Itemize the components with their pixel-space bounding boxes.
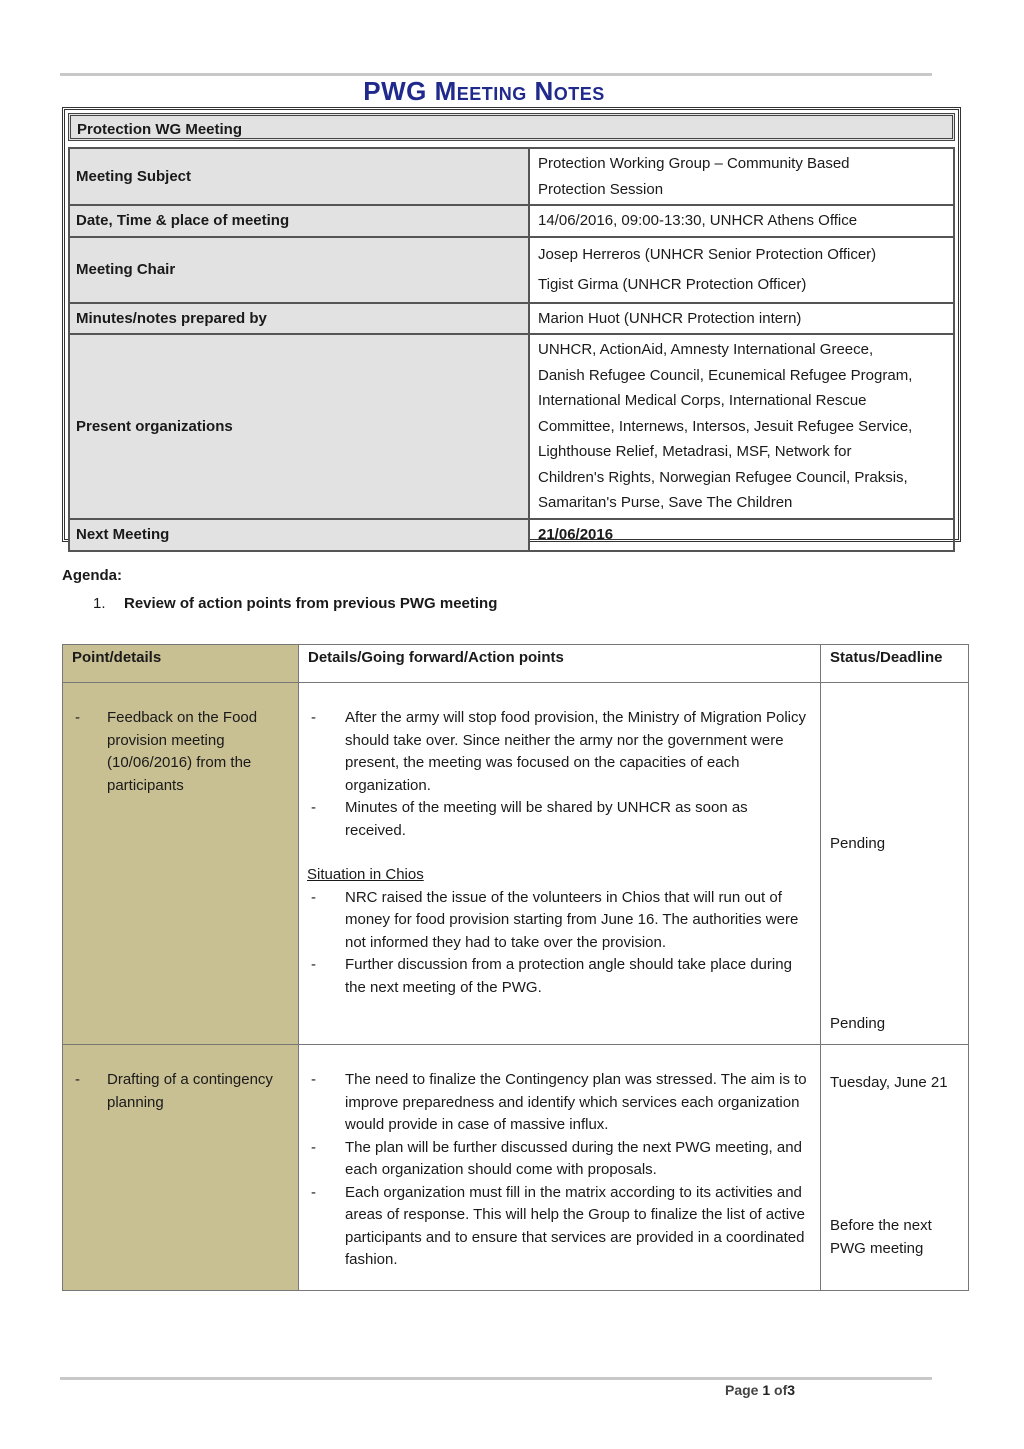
info-value-line: Lighthouse Relief, Metadrasi, MSF, Network for [538,443,852,460]
point-dash: - [75,1071,80,1088]
info-value-line: UNHCR, ActionAid, Amnesty International Greece, [538,341,874,358]
column-header: Status/Deadline [821,645,969,683]
info-value-line: Danish Refugee Council, Ecunemical Refugee Program, [538,366,913,384]
bullet-text: The need to finalize the Contingency plan was stressed. The aim is to improve preparedness and identify which services each organization would provide in case of massive influx. [345,1071,807,1133]
info-row-organizations [69,334,954,519]
info-label: Minutes/notes prepared by [69,303,529,335]
bullet-text: Each organization must fill in the matrix according to its activities and areas of response. This will help the Group to finalize the list of active participants and to ensure that services are provided in a coordinated fashion. [345,1183,805,1268]
column-header: Details/Going forward/Action points [299,645,821,683]
action-points-table [62,644,969,1291]
status-cell [821,683,969,1045]
info-value-line: Tigist Girma (UNHCR Protection Officer) [538,275,807,293]
info-label: Next Meeting [69,519,529,551]
info-label: Date, Time & place of meeting [69,205,529,237]
info-value-line: Committee, Internews, Intersos, Jesuit Refugee Service, [538,417,913,435]
info-row-chair [69,237,954,303]
bullet-dash: - [311,799,316,816]
bullet-dash: - [311,956,316,973]
info-value-line: Marion Huot (UNHCR Protection intern) [538,309,802,327]
page-number [725,1382,795,1398]
list-item [307,1069,812,1137]
status-text: Before the next PWG meeting [830,1217,932,1257]
bullet-dash: - [311,1183,316,1201]
agenda-item [93,595,497,612]
info-row-next-meeting [69,519,954,551]
point-item [73,707,288,797]
list-item [307,707,812,797]
agenda-item-number: 1. [93,595,106,612]
info-value-line: Protection Session [538,180,664,198]
point-text: Feedback on the Food provision meeting (10/06/2016) from the participants [107,709,258,794]
details-cell [299,1045,821,1291]
info-value-line: International Medical Corps, International Rescue [538,392,867,409]
point-cell [63,683,299,1045]
of-word: of [774,1382,788,1398]
footer-rule [60,1377,932,1380]
page-total: 3 [787,1382,796,1398]
info-value [529,148,954,205]
status-text: Tuesday, June 21 [830,1074,948,1091]
info-value-line: Protection Working Group – Community Based [538,155,850,172]
meeting-info-rows [68,147,955,552]
point-dash: - [75,709,80,726]
table-row [63,1045,969,1291]
info-value [529,303,954,335]
info-value-line: 21/06/2016 [538,525,614,543]
table-header-row [63,645,969,683]
list-item [307,954,812,999]
info-row-minutes [69,303,954,335]
point-cell [63,1045,299,1291]
meeting-info-header: Protection WG Meeting [68,113,955,141]
info-row-subject [69,148,954,205]
info-label: Meeting Chair [69,237,529,303]
list-item [307,1182,812,1272]
info-value-line: Samaritan's Purse, Save The Children [538,494,793,511]
page-current: 1 [762,1382,771,1398]
bullet-text: The plan will be further discussed during the next PWG meeting, and each organization should come with proposals. [345,1138,802,1178]
info-value-line: Children's Rights, Norwegian Refugee Council, Praksis, [538,468,908,486]
info-value [529,334,954,519]
document-title: PWG Meeting Notes [363,76,605,106]
agenda-label: Agenda: [62,567,122,584]
bullet-dash: - [311,888,316,906]
list-item [307,1137,812,1182]
list-item [307,797,812,842]
status-text: Pending [830,1015,886,1032]
bullet-text: Minutes of the meeting will be shared by UNHCR as soon as received. [345,799,748,839]
page-word: Page [725,1382,759,1398]
meeting-info-table [62,107,961,542]
info-value [529,237,954,303]
section-heading: Situation in Chios [307,866,424,883]
bullet-dash: - [311,1138,316,1156]
details-cell [299,683,821,1045]
info-value-line: 14/06/2016, 09:00-13:30, UNHCR Athens Office [538,212,858,229]
agenda-item-text: Review of action points from previous PWG meeting [124,595,498,612]
status-text: Pending [830,835,886,852]
info-value [529,205,954,237]
info-label: Meeting Subject [69,148,529,205]
point-item [73,1069,288,1114]
bullet-dash: - [311,1071,316,1088]
point-text: Drafting of a contingency planning [107,1071,273,1111]
bullet-text: NRC raised the issue of the volunteers in Chios that will run out of money for food provision starting from June 16. The authorities were not informed they had to take over the provision. [345,888,799,951]
info-value [529,519,954,551]
table-row [63,683,969,1045]
list-item [307,887,812,955]
column-header: Point/details [63,645,299,683]
status-cell [821,1045,969,1291]
info-row-date [69,205,954,237]
info-label: Present organizations [69,334,529,519]
bullet-dash: - [311,709,316,726]
bullet-text: After the army will stop food provision, the Ministry of Migration Policy should take over. Since neither the army nor the government were present, the meeting was focused on the capacities of each organization. [345,709,807,794]
info-value-line: Josep Herreros (UNHCR Senior Protection Officer) [538,245,877,263]
bullet-text: Further discussion from a protection angle should take place during the next meeting of the PWG. [345,956,792,996]
